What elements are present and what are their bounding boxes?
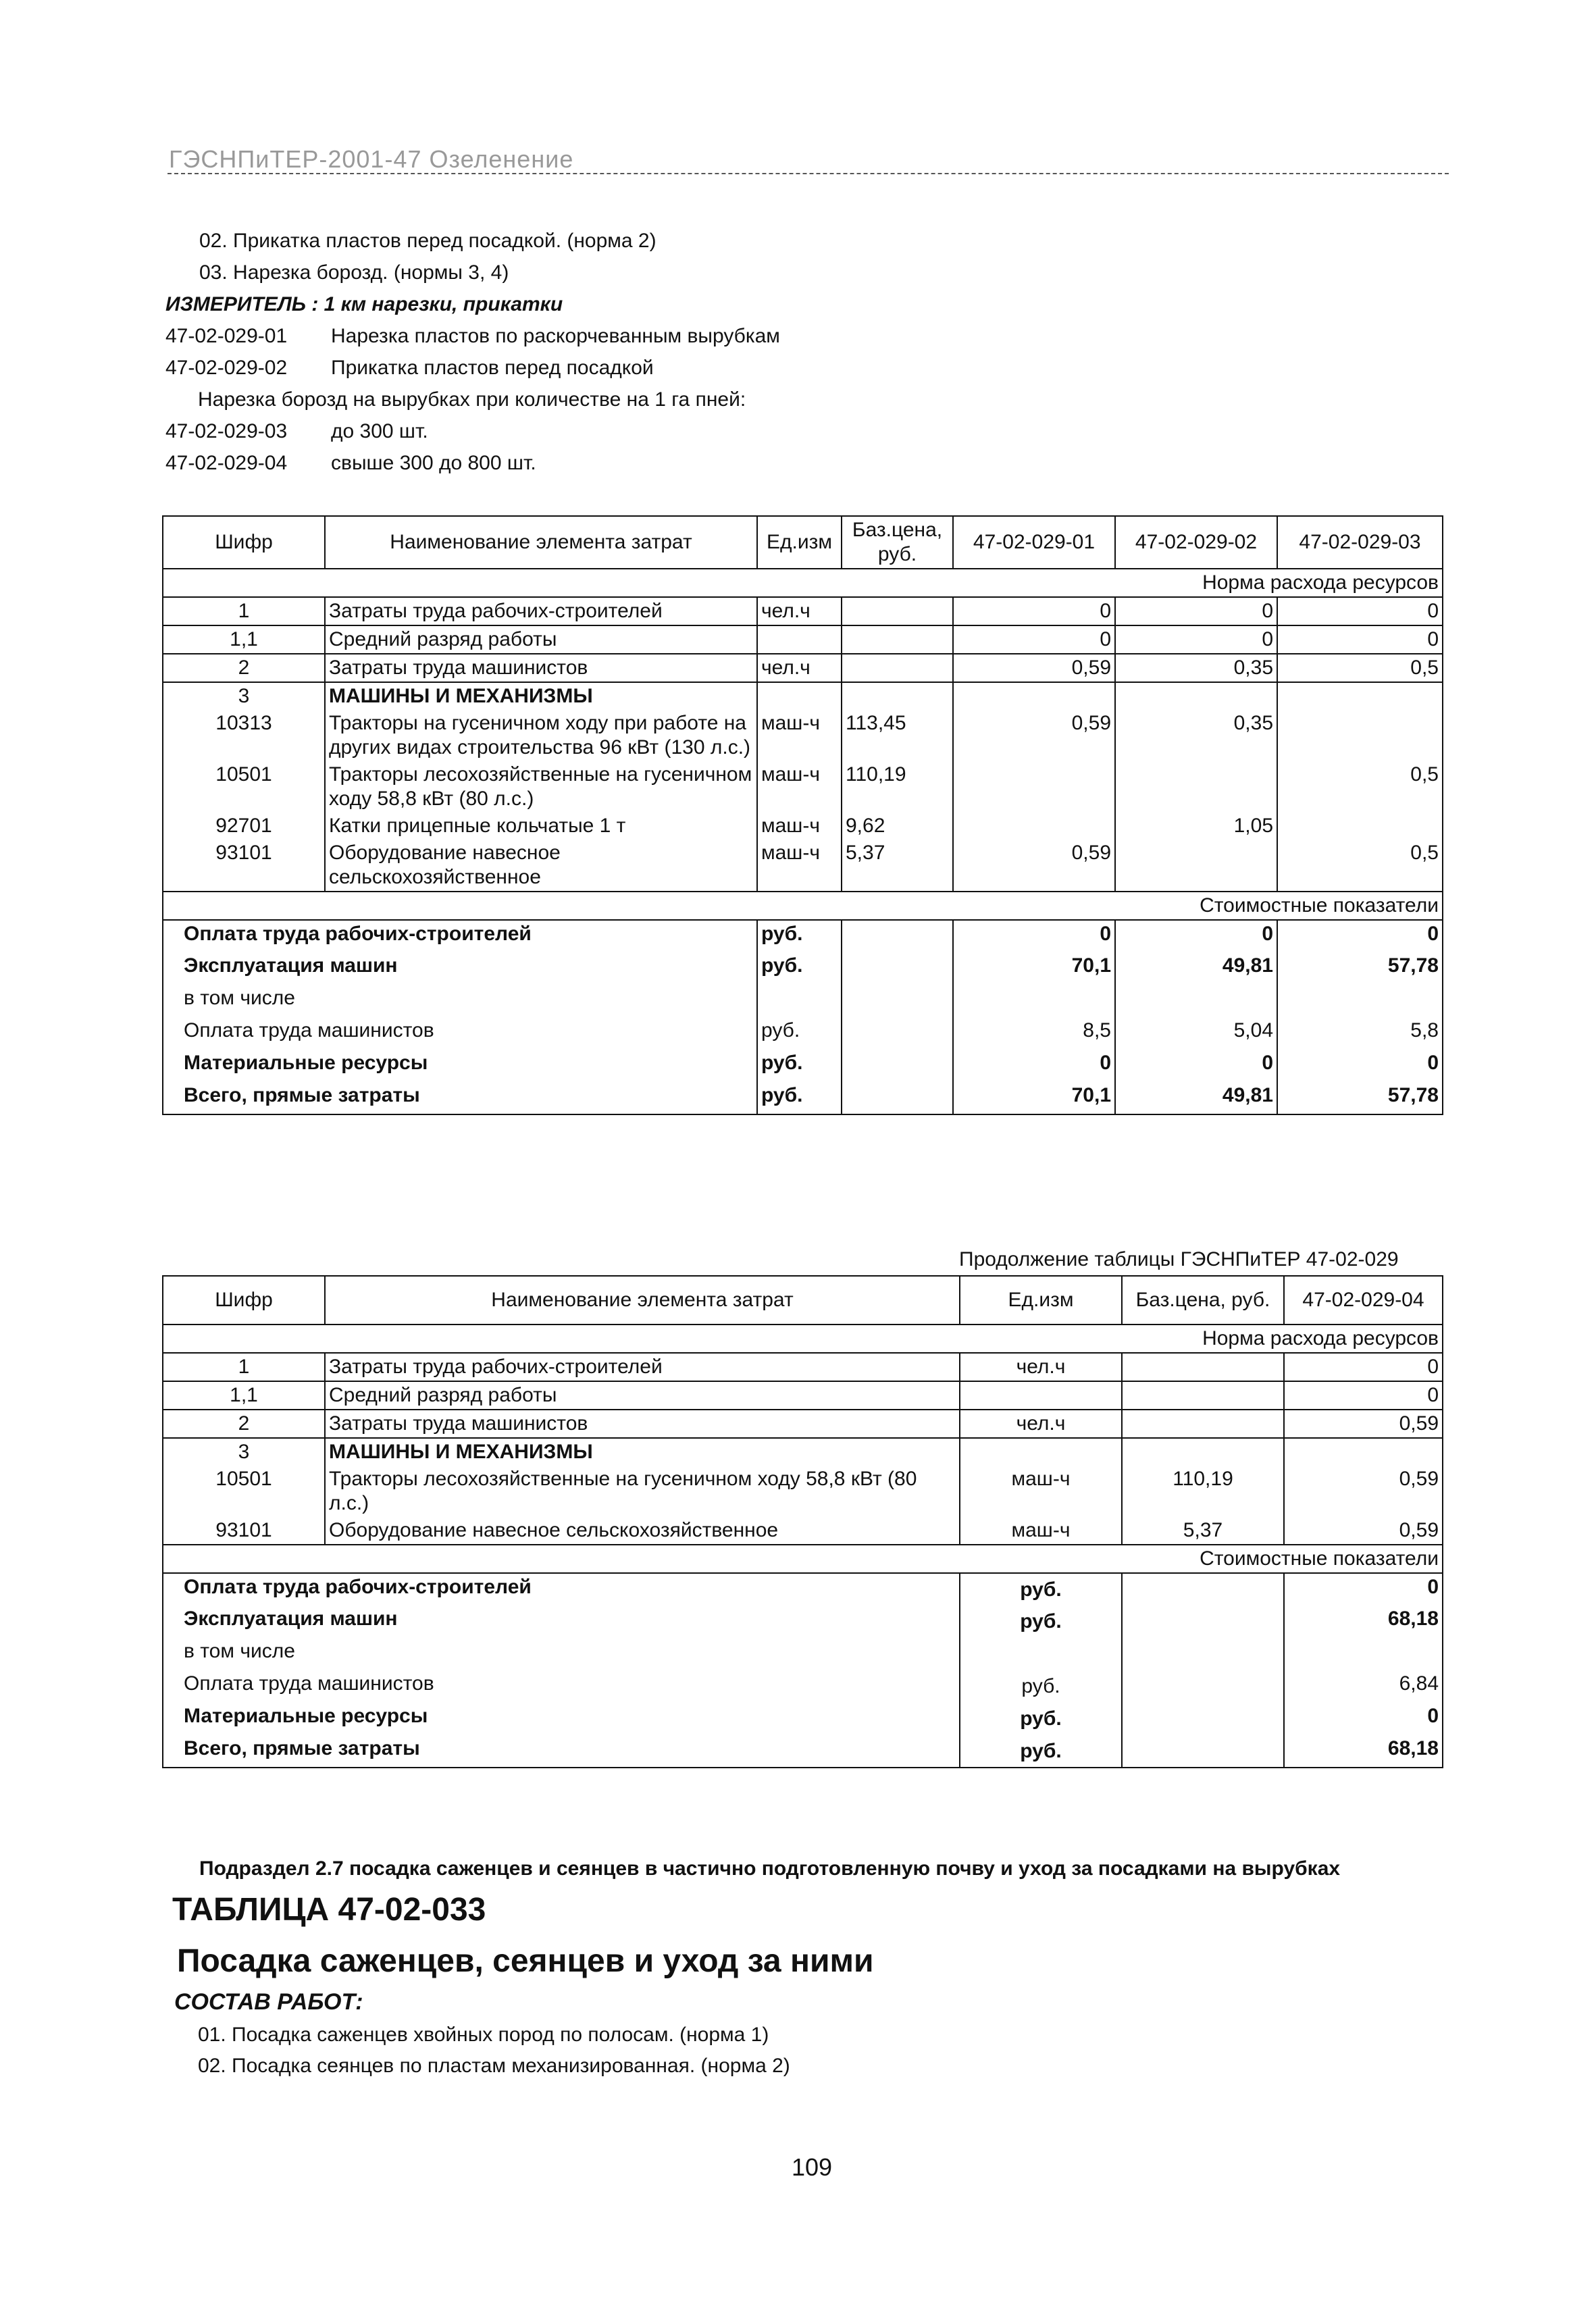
band-label: Норма расхода ресурсов [163,1325,1443,1353]
cost-value: 57,78 [1277,1082,1443,1114]
cost-unit [757,985,842,1017]
cost-price [1122,1703,1284,1735]
cost-value: 68,18 [1284,1605,1443,1638]
cell-unit: маш-ч [960,1517,1122,1545]
col-header-norm: 47-02-029-03 [1277,516,1443,569]
cost-name: Оплата труда рабочих-строителей [163,1573,960,1605]
cell-price [842,682,953,710]
band-label: Стоимостные показатели [163,1545,1443,1573]
cell-unit: маш-ч [757,813,842,840]
table-row [163,1353,1443,1381]
cost-value: 0 [1115,920,1277,952]
cell-code: 2 [163,1410,325,1438]
cell-name: Оборудование навесное сельскохозяйственное [325,1517,960,1545]
cell-code: 93101 [163,840,325,892]
cost-name: Материальные ресурсы [163,1703,960,1735]
cell-value [1277,813,1443,840]
cost-value [1284,1638,1443,1670]
cost-value: 8,5 [953,1017,1115,1050]
col-header-name: Наименование элемента затрат [325,1276,960,1325]
norm-code: 47-02-029-01 [165,325,288,347]
cell-value [953,813,1115,840]
work-item: 02. Посадка сеянцев по пластам механизированная. (норма 2) [198,2055,790,2077]
intro-block [165,225,780,479]
cell-unit: маш-ч [757,710,842,761]
band-label: Норма расхода ресурсов [163,569,1443,597]
cell-code: 1 [163,1353,325,1381]
work-composition-list [198,2020,790,2082]
cost-value: 70,1 [953,952,1115,985]
cell-price: 5,37 [842,840,953,892]
cell-value: 0,59 [1284,1410,1443,1438]
cell-value: 0,59 [953,840,1115,892]
cost-value: 0 [1284,1573,1443,1605]
col-header-norm: 47-02-029-01 [953,516,1115,569]
cell-price: 113,45 [842,710,953,761]
cell-name: Затраты труда машинистов [325,1410,960,1438]
cost-unit: руб. [757,1017,842,1050]
cell-code: 10501 [163,1466,325,1517]
cell-name: Затраты труда рабочих-строителей [325,1353,960,1381]
cost-row [163,1670,1443,1703]
band-row [163,892,1443,920]
cell-unit: маш-ч [960,1466,1122,1517]
cell-value: 0 [1115,625,1277,654]
table-header-row [163,1276,1443,1325]
cost-row [163,1638,1443,1670]
cell-price [842,597,953,625]
cost-value: 5,8 [1277,1017,1443,1050]
cost-unit: руб. [757,952,842,985]
cost-row [163,1050,1443,1082]
cell-code: 1,1 [163,1381,325,1410]
cost-price [842,1050,953,1082]
cell-code: 10501 [163,761,325,813]
col-header-code: Шифр [163,516,325,569]
table-row [163,761,1443,813]
cell-unit: чел.ч [960,1353,1122,1381]
cost-row [163,1735,1443,1768]
cell-value [1277,710,1443,761]
cell-price [1122,1353,1284,1381]
cost-row [163,985,1443,1017]
resource-table-2 [162,1275,1443,1768]
norm-line [165,352,780,384]
table-row [163,1517,1443,1545]
cost-name: Всего, прямые затраты [163,1735,960,1768]
cost-unit: руб. [757,920,842,952]
cell-unit [960,1381,1122,1410]
cost-name: Оплата труда машинистов [163,1670,960,1703]
cost-value: 0 [1277,920,1443,952]
group-label: Нарезка борозд на вырубках при количестве на 1 га пней: [198,388,746,411]
cell-value: 0,59 [1284,1517,1443,1545]
cell-name: Средний разряд работы [325,1381,960,1410]
cell-value: 0,59 [953,710,1115,761]
cell-value: 0,59 [953,654,1115,682]
norm-text: Прикатка пластов перед посадкой [331,357,654,379]
cell-value [1115,761,1277,813]
cost-name: Эксплуатация машин [163,1605,960,1638]
cost-row [163,920,1443,952]
cell-value: 0 [1277,597,1443,625]
cost-value: 0 [953,1050,1115,1082]
col-header-price: Баз.цена, руб. [842,516,953,569]
cell-value [953,682,1115,710]
cell-name: Тракторы на гусеничном ходу при работе на других видах строительства 96 кВт (130 л.с.) [325,710,757,761]
cell-value: 0 [1284,1381,1443,1410]
col-header-price: Баз.цена, руб. [1122,1276,1284,1325]
cost-value: 0 [953,920,1115,952]
cost-name: Материальные ресурсы [163,1050,757,1082]
cost-name: Оплата труда машинистов [163,1017,757,1050]
cost-unit: руб. [960,1605,1122,1638]
table-row [163,682,1443,710]
norm-line [165,320,780,352]
cost-price [842,1082,953,1114]
cost-unit [960,1638,1122,1670]
cell-value: 0 [1284,1353,1443,1381]
table-continuation-caption: Продолжение таблицы ГЭСНПиТЕР 47-02-029 [959,1248,1399,1270]
cell-name: Средний разряд работы [325,625,757,654]
measure-unit: ИЗМЕРИТЕЛЬ : 1 км нарезки, прикатки [165,293,563,315]
table-title-heading: Посадка саженцев, сеянцев и уход за ними [177,1943,874,1979]
cost-price [842,1017,953,1050]
cost-price [842,985,953,1017]
cell-code: 3 [163,1438,325,1466]
cell-price [1122,1381,1284,1410]
cell-code: 10313 [163,710,325,761]
cell-name: Тракторы лесохозяйственные на гусеничном ходу 58,8 кВт (80 л.с.) [325,1466,960,1517]
cell-unit [960,1438,1122,1466]
cell-code: 2 [163,654,325,682]
table-row [163,1466,1443,1517]
cell-code: 93101 [163,1517,325,1545]
norm-text: до 300 шт. [331,420,428,442]
cell-value: 0 [1115,597,1277,625]
cell-name: МАШИНЫ И МЕХАНИЗМЫ [325,682,757,710]
cell-code: 92701 [163,813,325,840]
cell-code: 1 [163,597,325,625]
norm-code: 47-02-029-02 [165,357,288,379]
cell-unit [757,682,842,710]
cell-value [1277,682,1443,710]
cost-row [163,1082,1443,1114]
table-row [163,625,1443,654]
cost-value [953,985,1115,1017]
cost-value: 68,18 [1284,1735,1443,1768]
cost-unit: руб. [960,1670,1122,1703]
cell-value: 0,35 [1115,654,1277,682]
cell-value: 0 [953,597,1115,625]
table-row [163,1410,1443,1438]
cell-unit: чел.ч [960,1410,1122,1438]
cost-value: 0 [1277,1050,1443,1082]
table-number-heading: ТАБЛИЦА 47-02-033 [172,1892,486,1928]
cost-value: 49,81 [1115,952,1277,985]
cell-unit: чел.ч [757,597,842,625]
cell-price [842,625,953,654]
cost-price [1122,1638,1284,1670]
running-header: ГЭСНПиТЕР-2001-47 Озеленение [169,145,574,173]
norm-text: свыше 300 до 800 шт. [331,452,536,474]
cost-name: Оплата труда рабочих-строителей [163,920,757,952]
cost-value: 57,78 [1277,952,1443,985]
table-header-row [163,516,1443,569]
cell-value [953,761,1115,813]
norm-line [165,415,780,447]
cell-value: 0 [1277,625,1443,654]
cost-name: Эксплуатация машин [163,952,757,985]
table-row [163,597,1443,625]
cell-unit: маш-ч [757,840,842,892]
cost-row [163,1605,1443,1638]
cell-name: МАШИНЫ И МЕХАНИЗМЫ [325,1438,960,1466]
cell-value: 0 [953,625,1115,654]
norm-code: 47-02-029-03 [165,420,288,442]
cost-unit: руб. [960,1703,1122,1735]
work-item: 01. Посадка саженцев хвойных пород по полосам. (норма 1) [198,2024,769,2046]
cost-value: 49,81 [1115,1082,1277,1114]
cell-price: 110,19 [842,761,953,813]
cell-value: 0,35 [1115,710,1277,761]
cell-name: Затраты труда машинистов [325,654,757,682]
header-divider [168,173,1449,174]
cost-name: в том числе [163,985,757,1017]
norm-text: Нарезка пластов по раскорчеванным вырубкам [331,325,780,347]
col-header-name: Наименование элемента затрат [325,516,757,569]
table-row [163,654,1443,682]
cost-unit: руб. [960,1573,1122,1605]
cell-value [1115,840,1277,892]
work-composition-label: СОСТАВ РАБОТ: [174,1989,363,2015]
norm-code: 47-02-029-04 [165,452,288,474]
work-item: 03. Нарезка борозд. (нормы 3, 4) [199,261,509,284]
cell-value: 0,5 [1277,761,1443,813]
cell-price [1122,1438,1284,1466]
band-row [163,569,1443,597]
cost-value [1115,985,1277,1017]
cost-price [1122,1735,1284,1768]
table-row [163,710,1443,761]
norm-line [165,447,780,479]
subsection-heading: Подраздел 2.7 посадка саженцев и сеянцев в частично подготовленную почву и уход за посадками на вырубках [199,1857,1341,1880]
cost-unit: руб. [960,1735,1122,1768]
cell-value: 0,59 [1284,1466,1443,1517]
cost-unit: руб. [757,1050,842,1082]
cell-name: Оборудование навесное сельскохозяйственное [325,840,757,892]
table-row [163,1381,1443,1410]
cell-unit: маш-ч [757,761,842,813]
table-row [163,840,1443,892]
cell-name: Тракторы лесохозяйственные на гусеничном ходу 58,8 кВт (80 л.с.) [325,761,757,813]
band-row [163,1325,1443,1353]
cell-unit [757,625,842,654]
cost-value: 6,84 [1284,1670,1443,1703]
col-header-unit: Ед.изм [960,1276,1122,1325]
resource-table-1 [162,515,1443,1115]
table-row [163,813,1443,840]
cost-row [163,1017,1443,1050]
col-header-norm: 47-02-029-02 [1115,516,1277,569]
col-header-code: Шифр [163,1276,325,1325]
cell-price [842,654,953,682]
cost-value: 0 [1115,1050,1277,1082]
cost-row [163,1703,1443,1735]
cost-price [842,920,953,952]
cost-value: 0 [1284,1703,1443,1735]
work-item: 02. Прикатка пластов перед посадкой. (норма 2) [199,230,657,252]
cost-price [1122,1605,1284,1638]
cell-value [1115,682,1277,710]
cell-price [1122,1410,1284,1438]
cell-name: Затраты труда рабочих-строителей [325,597,757,625]
band-row [163,1545,1443,1573]
cell-value [1284,1438,1443,1466]
table-row [163,1438,1443,1466]
cell-price: 9,62 [842,813,953,840]
cell-value: 0,5 [1277,654,1443,682]
cell-price: 110,19 [1122,1466,1284,1517]
cell-name: Катки прицепные кольчатые 1 т [325,813,757,840]
page-number: 109 [792,2153,833,2181]
cost-row [163,952,1443,985]
cost-price [842,952,953,985]
cell-unit: чел.ч [757,654,842,682]
cost-row [163,1573,1443,1605]
band-label: Стоимостные показатели [163,892,1443,920]
col-header-unit: Ед.изм [757,516,842,569]
cost-price [1122,1670,1284,1703]
cost-value [1277,985,1443,1017]
cell-code: 1,1 [163,625,325,654]
cost-price [1122,1573,1284,1605]
cost-value: 70,1 [953,1082,1115,1114]
col-header-norm: 47-02-029-04 [1284,1276,1443,1325]
cost-value: 5,04 [1115,1017,1277,1050]
cell-code: 3 [163,682,325,710]
cost-name: в том числе [163,1638,960,1670]
cost-name: Всего, прямые затраты [163,1082,757,1114]
cell-price: 5,37 [1122,1517,1284,1545]
cell-value: 1,05 [1115,813,1277,840]
cost-unit: руб. [757,1082,842,1114]
cell-value: 0,5 [1277,840,1443,892]
